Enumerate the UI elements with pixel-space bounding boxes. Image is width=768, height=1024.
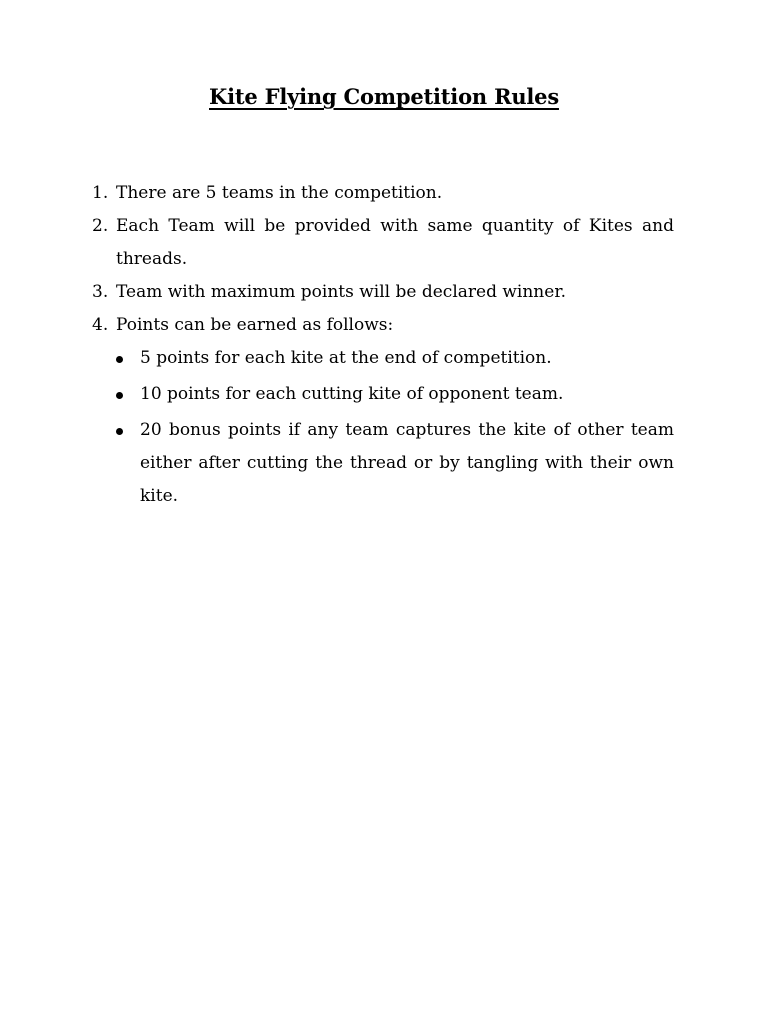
rule-number: 3. — [92, 282, 109, 302]
bullet-icon — [116, 356, 123, 363]
points-item-1 — [116, 342, 674, 375]
rule-text: Points can be earned as follows: — [116, 315, 394, 335]
rule-item-4 — [92, 309, 674, 342]
points-text: 20 bonus points if any team captures the kite of other team either after cutting the thread or by tangling with their own kite. — [140, 420, 674, 506]
rule-number: 2. — [92, 216, 109, 236]
rule-number: 1. — [92, 183, 109, 203]
points-item-2 — [116, 378, 674, 411]
rule-number: 4. — [92, 315, 109, 335]
points-text: 10 points for each cutting kite of opponent team. — [140, 384, 564, 404]
rule-text: There are 5 teams in the competition. — [116, 183, 443, 203]
page-title: Kite Flying Competition Rules — [209, 84, 559, 109]
rule-text: Each Team will be provided with same quantity of Kites and threads. — [116, 216, 674, 269]
rules-list — [92, 177, 674, 516]
rule-item-1 — [92, 177, 674, 210]
points-item-3 — [116, 414, 674, 513]
rule-item-3 — [92, 276, 674, 309]
rule-item-2 — [92, 210, 674, 276]
points-text: 5 points for each kite at the end of competition. — [140, 348, 552, 368]
rule-text: Team with maximum points will be declared winner. — [116, 282, 566, 302]
bullet-icon — [116, 392, 123, 399]
bullet-icon — [116, 428, 123, 435]
points-list — [116, 342, 674, 513]
